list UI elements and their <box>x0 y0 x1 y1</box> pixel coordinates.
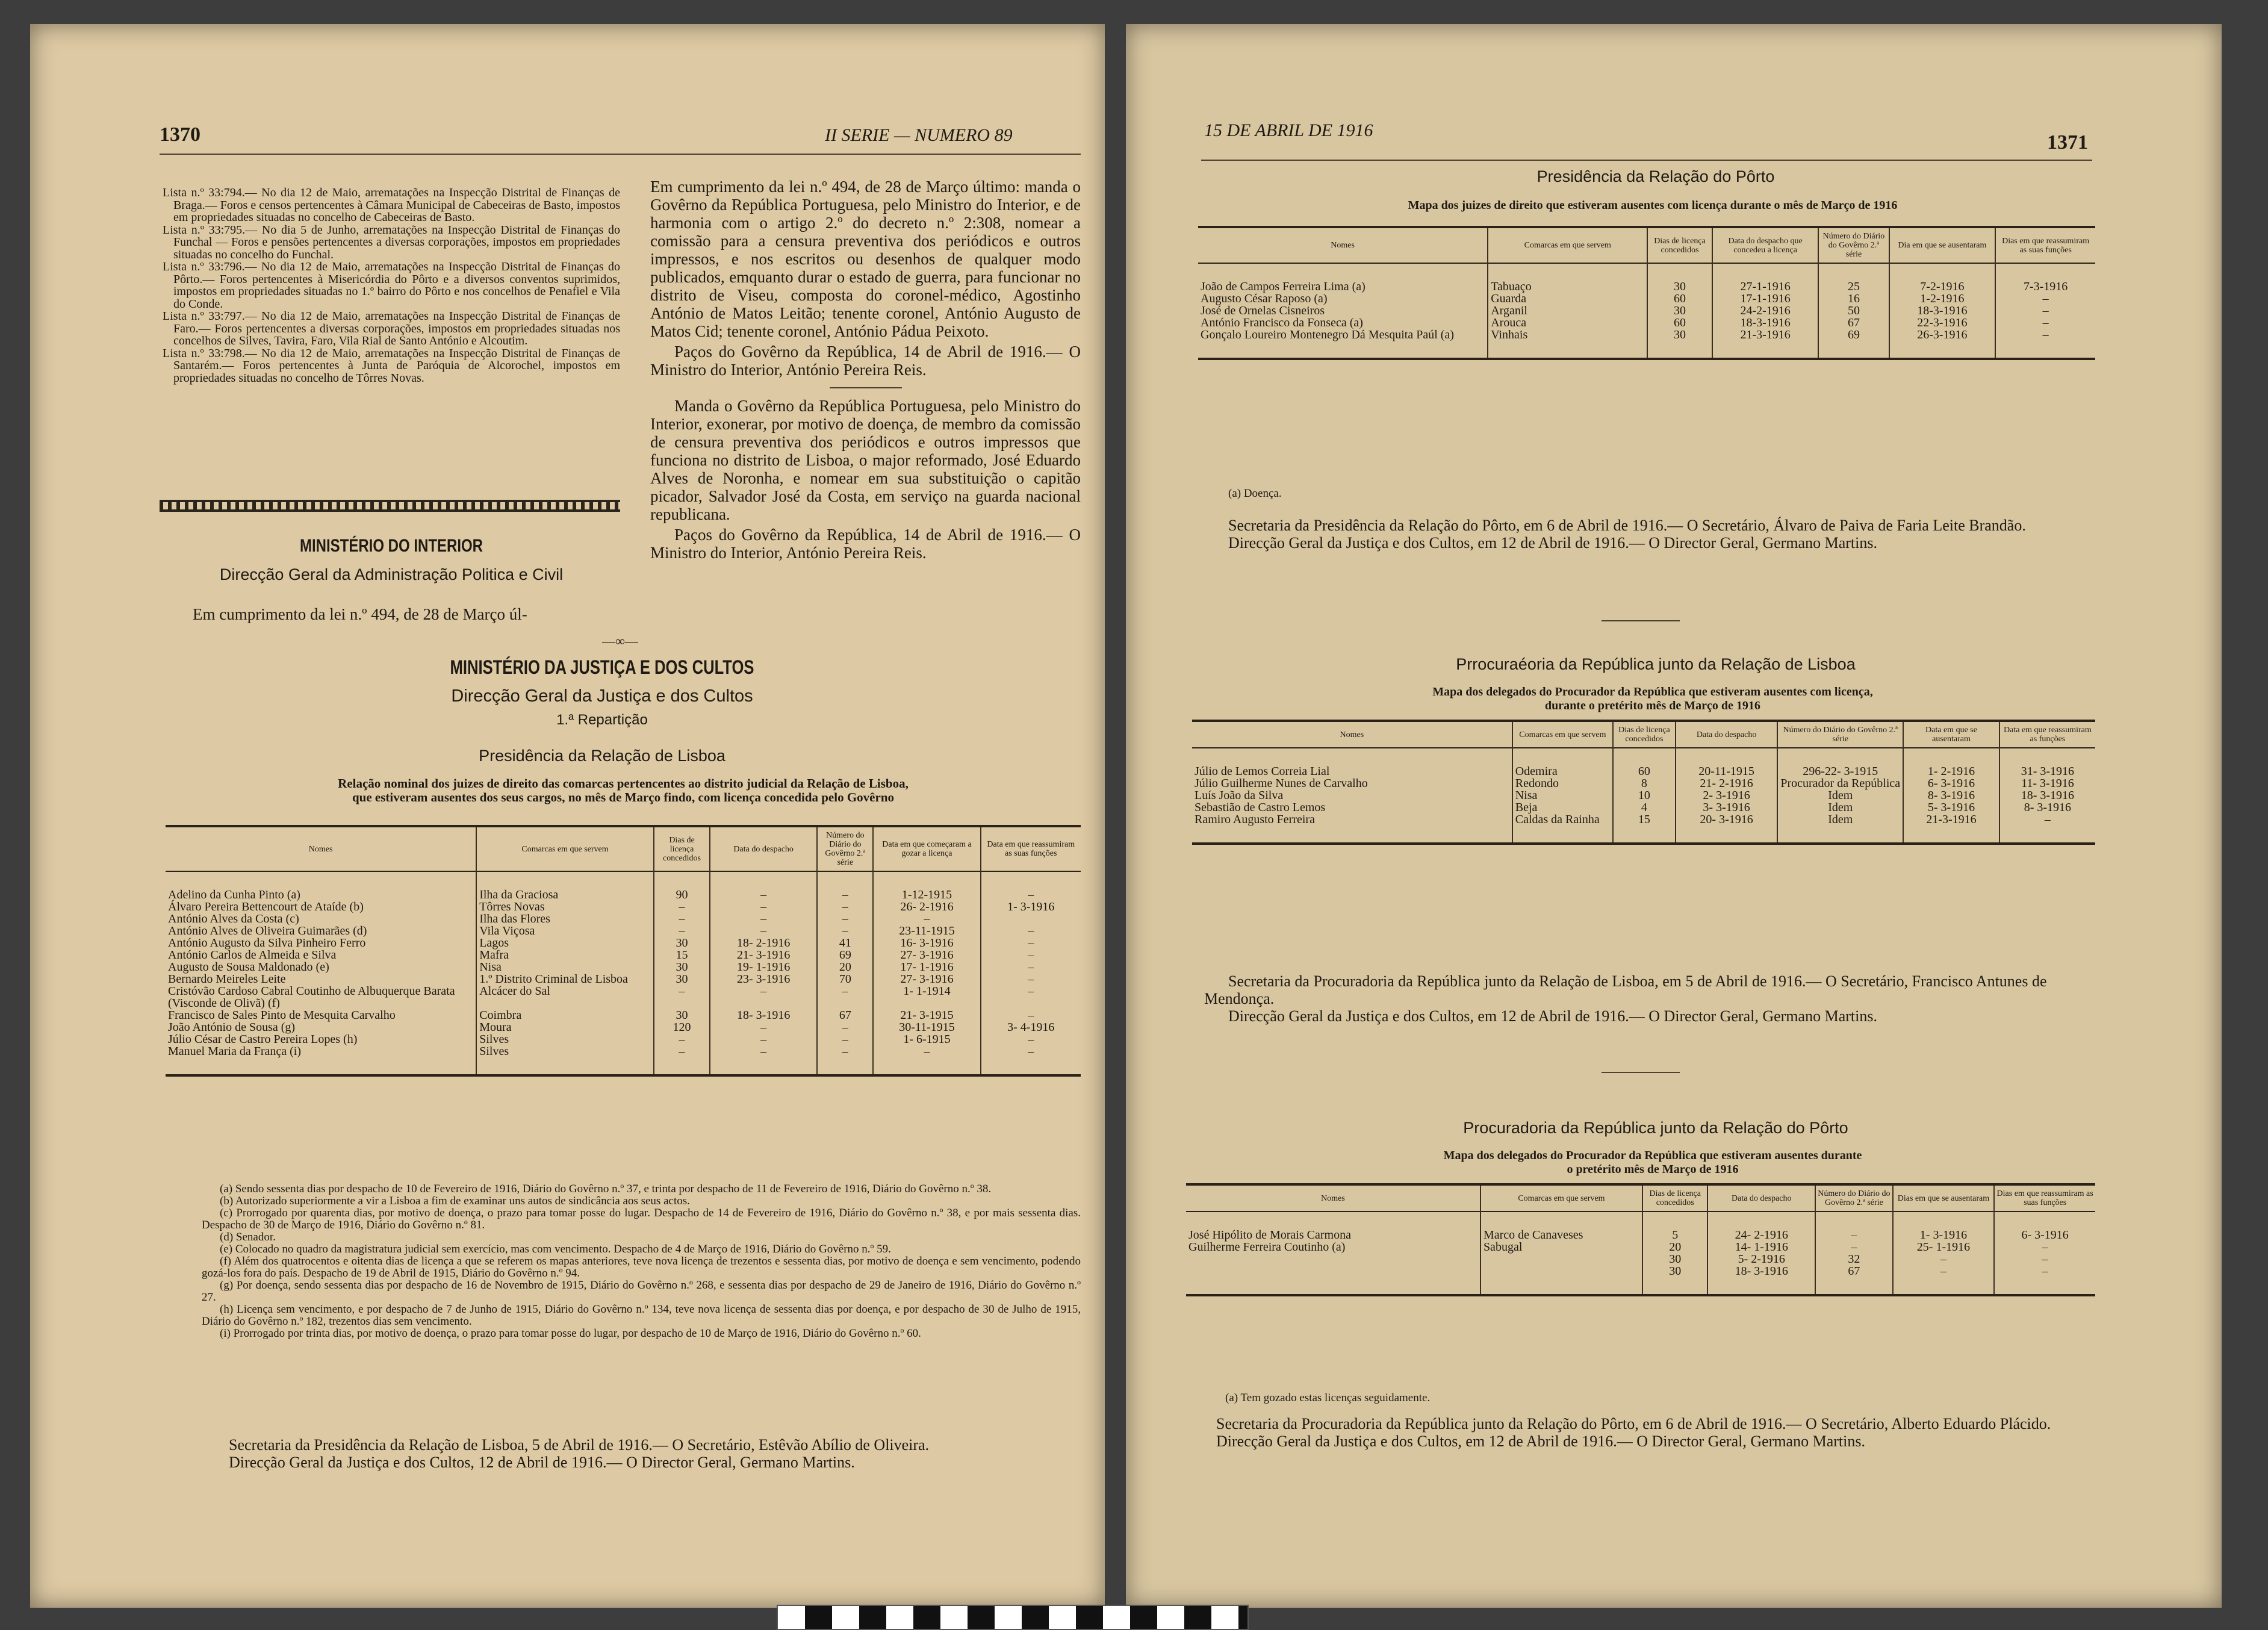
section1-title: Presidência da Relação do Pôrto <box>1536 167 1775 185</box>
table-row <box>166 985 1081 1009</box>
signatures-1: Secretaria da Presidência da Relação do Pôrto, em 6 de Abril de 1916.— O Secretário, Álvaro de Paiva de Faria Leite Brandão. Direcção Geral da Justiça e dos Cultos, em 12 de Abril de 1916.— O Director Geral, Germano Martins. <box>1228 517 2026 552</box>
table-cell: 30 <box>1647 281 1712 293</box>
table-cell: Idem <box>1777 813 1903 826</box>
table-cell: 1- 3-1916 <box>981 901 1081 913</box>
judges-table-lisboa <box>166 825 1081 1077</box>
name-cell: Álvaro Pereira Bettencourt de Ataíde (b) <box>168 900 364 913</box>
table-cell: – <box>817 889 873 901</box>
name-cell: João de Campos Ferreira Lima (a) <box>1201 280 1365 293</box>
name-cell <box>1186 1265 1480 1277</box>
table-cell: 27- 3-1916 <box>873 949 980 961</box>
column-header: Número do Diário do Govêrno 2.ª série <box>1815 1184 1893 1212</box>
table-cell: 23- 3-1916 <box>710 973 817 985</box>
table-cell: 15 <box>1613 813 1676 826</box>
table-cell: 5- 3-1916 <box>1903 801 1999 813</box>
table-cell: Marco de Canaveses <box>1480 1229 1642 1241</box>
column-header: Data em que reassumiram as funções <box>1999 721 2095 748</box>
table-cell: Odemira <box>1512 765 1613 777</box>
table-cell: 296-22- 3-1915 <box>1777 765 1903 777</box>
table-cell: – <box>981 925 1081 937</box>
table-cell: 25- 1-1916 <box>1893 1241 1995 1253</box>
table-cell: 67 <box>1818 317 1889 329</box>
auction-list-entry: Lista n.º 33:798.— No dia 12 de Maio, arrematações na Inspecção Distrital de Finanças de Santarém.— Foros pertencentes à Junta de Paróquia de Alcorochel, impostos em propriedades situadas no concelho de Tôrres Novas. <box>163 346 620 385</box>
table-cell: – <box>1893 1265 1995 1277</box>
interior-column-1 <box>169 605 614 626</box>
table-row <box>166 1033 1081 1045</box>
column-header: Data do despacho que concedeu a licença <box>1712 227 1819 263</box>
column-header: Número do Diário do Govêrno 2.ª série <box>1777 721 1903 748</box>
name-cell: Luís João da Silva <box>1195 789 1284 802</box>
name-cell: Francisco de Sales Pinto de Mesquita Carvalho <box>168 1009 396 1022</box>
table-cell: – <box>981 889 1081 901</box>
section2-subtitle: Mapa dos delegados do Procurador da República que estiveram ausentes com licença, durante o pretérito mês de Março de 1916 <box>1432 685 1873 712</box>
table-cell: Moura <box>476 1021 654 1033</box>
table-cell: – <box>981 1045 1081 1057</box>
table-cell: 69 <box>1818 329 1889 341</box>
auction-lists <box>163 187 620 384</box>
column-header: Comarcas em que servem <box>1480 1184 1642 1212</box>
series-header: II SERIE — NUMERO 89 <box>825 125 1013 145</box>
note-seguidamente: (a) Tem gozado estas licenças seguidamente. <box>1225 1392 1431 1404</box>
table-cell: 26- 2-1916 <box>873 901 980 913</box>
signatures: Secretaria da Presidência da Relação de Lisboa, 5 de Abril de 1916.— O Secretário, Estêvão Abílio de Oliveira. Direcção Geral da Justiça e dos Cultos, 12 de Abril de 1916.— O Director Geral, Germano Martins. <box>229 1436 930 1471</box>
table-cell: 7-2-1916 <box>1889 281 1996 293</box>
section-subtitle: Direcção Geral da Administração Politica e Civil <box>219 565 564 583</box>
table-cell: 16- 3-1916 <box>873 937 980 949</box>
decree-date: Paços do Govêrno da República, 14 de Abril de 1916.— O Ministro do Interior, António Pereira Reis. <box>650 343 1081 379</box>
table-row <box>166 889 1081 901</box>
table-cell: 41 <box>817 937 873 949</box>
table-cell: – <box>1995 317 2095 329</box>
table-cell: – <box>981 973 1081 985</box>
table-cell: – <box>654 1033 710 1045</box>
table-cell: Guarda <box>1488 293 1647 305</box>
table-cell: – <box>817 1045 873 1057</box>
table-cell: 23-11-1915 <box>873 925 980 937</box>
table-cell: 70 <box>817 973 873 985</box>
table-cell: – <box>654 985 710 1009</box>
table-cell: 21-3-1916 <box>1712 329 1819 341</box>
table-cell: Procurador da República <box>1777 777 1903 789</box>
table-cell: 30 <box>1642 1265 1707 1277</box>
table-cell: – <box>710 985 817 1009</box>
table-cell: – <box>710 913 817 925</box>
ministry-subtitle: Direcção Geral da Justiça e dos Cultos <box>451 686 753 706</box>
table-cell: 60 <box>1647 293 1712 305</box>
table-cell: 50 <box>1818 305 1889 317</box>
table-cell: 18- 3-1916 <box>710 1009 817 1021</box>
section-title: MINISTÉRIO DO INTERIOR <box>299 536 483 556</box>
table-cell: 5 <box>1642 1229 1707 1241</box>
column-header: Comarcas em que servem <box>476 826 654 871</box>
table-cell: Nisa <box>1512 789 1613 801</box>
interior-column-2 <box>650 178 1081 564</box>
table-cell: 6- 3-1916 <box>1994 1229 2095 1241</box>
table-cell: 8- 3-1916 <box>1999 801 2095 813</box>
table-cell: 27- 3-1916 <box>873 973 980 985</box>
table-cell: Beja <box>1512 801 1613 813</box>
table-cell: – <box>981 1033 1081 1045</box>
table-row <box>1198 317 2095 329</box>
table-cell: 22-3-1916 <box>1889 317 1996 329</box>
table-cell: 5- 2-1916 <box>1707 1253 1815 1265</box>
decree-text-part1: Em cumprimento da lei n.º 494, de 28 de Março úl- <box>193 605 527 623</box>
table-cell: Silves <box>476 1033 654 1045</box>
table-cell: Idem <box>1777 789 1903 801</box>
table-cell: – <box>981 949 1081 961</box>
right-page <box>1126 24 2222 1608</box>
column-header: Dias em que se ausentaram <box>1893 1184 1995 1212</box>
table-cell: 30 <box>654 973 710 985</box>
table-cell: 27-1-1916 <box>1712 281 1819 293</box>
table-cell: – <box>873 913 980 925</box>
table-cell: 1- 1-1914 <box>873 985 980 1009</box>
table-cell: – <box>710 1021 817 1033</box>
section2-title: Prrocuraéoria da República junto da Relação de Lisboa <box>1456 655 1856 673</box>
table-row <box>1198 329 2095 341</box>
table-row <box>1186 1229 2095 1241</box>
table-cell: 32 <box>1815 1253 1893 1265</box>
table-cell: 16 <box>1818 293 1889 305</box>
scale-ruler <box>777 1605 1249 1630</box>
auction-list-entry: Lista n.º 33:797.— No dia 12 de Maio, arrematações na Inspecção Distrital de Finanças de Faro.— Foros pertencentes a diversas corporações, impostos em propriedades situadas nos concelhos de Silves, Tavira, Faro, Vila Rial de Santo António e Alcoutim. <box>163 310 620 347</box>
date-header: 15 DE ABRIL DE 1916 <box>1204 120 1373 140</box>
table-cell: – <box>817 913 873 925</box>
auction-list-entry: Lista n.º 33:795.— No dia 5 de Junho, arrematações na Inspecção Distrital de Finanças do Funchal — Foros e pensões pertencentes a diversas corporações, impostos em propriedades situadas no concelho do Funchal. <box>163 223 620 261</box>
table-cell: Vinhais <box>1488 329 1647 341</box>
table-cell: – <box>981 961 1081 973</box>
name-cell: Júlio Guilherme Nunes de Carvalho <box>1195 777 1368 790</box>
decree-text-2: Manda o Govêrno da República Portuguesa, pelo Ministro do Interior, exonerar, por motivo de doença, de membro da comissão de censura preventiva dos periódicos e outros impressos que funciona no distrito de Lisboa, o major reformado, José Eduardo Alves de Noronha, e nomear em sua substituição o capitão picador, Salvador José da Costa, em serviço na guarda nacional republicana. <box>650 397 1081 523</box>
table-cell: – <box>710 1045 817 1057</box>
table-cell: 90 <box>654 889 710 901</box>
table-cell: 18- 2-1916 <box>710 937 817 949</box>
column-header: Data em que começaram a gozar a licença <box>873 826 980 871</box>
footnote: (f) Além dos quatrocentos e oitenta dias de licença a que se referem os mapas anteriores, teve nova licença de trezentos e sessenta dias, por motivo de doença e sem vencimento, podendo gozá-los fora do país. Despacho de 19 de Abril de 1915, Diário do Govêrno n.º 94. <box>202 1255 1081 1280</box>
table-cell: 20- 3-1916 <box>1676 813 1778 826</box>
divider-ornament: —∞— <box>602 633 638 649</box>
table-cell: – <box>654 901 710 913</box>
table-cell: – <box>710 889 817 901</box>
table-cell: 15 <box>654 949 710 961</box>
table-cell: 69 <box>817 949 873 961</box>
note-doenca: (a) Doença. <box>1228 487 1282 500</box>
column-header: Nomes <box>308 844 333 854</box>
page-number: 1370 <box>160 123 200 146</box>
table-cell: – <box>1815 1229 1893 1241</box>
table-row <box>1192 777 2095 789</box>
table-cell: – <box>1995 293 2095 305</box>
table-cell: – <box>710 1033 817 1045</box>
table-cell: 120 <box>654 1021 710 1033</box>
table-cell: 30 <box>654 937 710 949</box>
table-row <box>1192 801 2095 813</box>
left-page <box>30 24 1105 1608</box>
table-cell: Sabugal <box>1480 1241 1642 1253</box>
table-cell: Alcácer do Sal <box>476 985 654 1009</box>
section1-subtitle: Mapa dos juizes de direito que estiveram ausentes com licença durante o mês de Março de 1916 <box>1408 199 1898 212</box>
table-cell: 21- 3-1916 <box>710 949 817 961</box>
table-cell: – <box>817 901 873 913</box>
table-cell: – <box>981 985 1081 1009</box>
table-cell: Lagos <box>476 937 654 949</box>
column-header: Nomes <box>1340 730 1364 739</box>
table-cell: Mafra <box>476 949 654 961</box>
table-cell: 6- 3-1916 <box>1903 777 1999 789</box>
name-cell: António Carlos de Almeida e Silva <box>168 948 337 962</box>
name-cell: Júlio de Lemos Correia Lial <box>1195 765 1330 778</box>
table-cell: 60 <box>1613 765 1676 777</box>
table-cell: – <box>1999 813 2095 826</box>
name-cell: José de Ornelas Cisneiros <box>1201 304 1325 317</box>
name-cell: José Hipólito de Morais Carmona <box>1188 1228 1351 1242</box>
table-cell: – <box>654 913 710 925</box>
table-cell: – <box>981 937 1081 949</box>
table-row <box>1186 1265 2095 1277</box>
table-cell: 18- 3-1916 <box>1707 1265 1815 1277</box>
table-row <box>1198 305 2095 317</box>
section3-title: Procuradoria da República junto da Relação do Pôrto <box>1463 1119 1848 1137</box>
table-cell: 18-3-1916 <box>1712 317 1819 329</box>
name-cell: Bernardo Meireles Leite <box>168 972 286 986</box>
table-cell: 8- 3-1916 <box>1903 789 1999 801</box>
table-row <box>166 1021 1081 1033</box>
column-header: Dia em que se ausentaram <box>1889 227 1996 263</box>
table-cell: 1.º Distrito Criminal de Lisboa <box>476 973 654 985</box>
page-number: 1371 <box>2047 131 2088 154</box>
table-cell: Tabuaço <box>1488 281 1647 293</box>
table-cell: 4 <box>1613 801 1676 813</box>
table-cell: – <box>817 925 873 937</box>
column-header: Dias de licença concedidos <box>1613 721 1676 748</box>
table-cell: 1- 3-1916 <box>1893 1229 1995 1241</box>
table-cell: Nisa <box>476 961 654 973</box>
table-cell: 1-2-1916 <box>1889 293 1996 305</box>
column-header: Dias de licença concedidos <box>654 826 710 871</box>
table-cell: – <box>873 1045 980 1057</box>
table-row <box>166 937 1081 949</box>
column-header: Número do Diário do Govêrno 2.ª série <box>1818 227 1889 263</box>
table-row <box>1192 813 2095 826</box>
name-cell: Augusto de Sousa Maldonado (e) <box>168 960 329 974</box>
table-title: Relação nominal dos juizes de direito das comarcas pertencentes ao distrito judicial da Relação de Lisboa, que estiveram ausentes dos seus cargos, no mês de Março findo, com licença concedida pelo Govêrno <box>338 776 909 804</box>
table-cell: 20-11-1915 <box>1676 765 1778 777</box>
table-cell: 24-2-1916 <box>1712 305 1819 317</box>
signatures-2: Secretaria da Procuradoria da República junto da Relação de Lisboa, em 5 de Abril de 1916.— O Secretário, Francisco Antunes de Mendonça. Direcção Geral da Justiça e dos Cultos, em 12 de Abril de 1916.— O Director Geral, Germano Martins. <box>1204 972 2047 1025</box>
column-header: Data do despacho <box>1707 1184 1815 1212</box>
footnote: (c) Prorrogado por quarenta dias, por motivo de doença, o prazo para tomar posse do lugar. Despacho de 14 de Fevereiro de 1916, Diário do Govêrno n.º 38, e por mais sessenta dias. Despacho de 30 de Março de 1916, Diário do Govêrno n.º 81. <box>202 1207 1081 1231</box>
table-cell: 25 <box>1818 281 1889 293</box>
decree-date-2: Paços do Govêrno da República, 14 de Abril de 1916.— O Ministro do Interior, António Pereira Reis. <box>650 526 1081 562</box>
table-cell: 10 <box>1613 789 1676 801</box>
footnote: (g) Por doença, sendo sessenta dias por despacho de 16 de Novembro de 1915, Diário do Govêrno n.º 268, e sessenta dias por despacho de 29 de Janeiro de 1916, Diário do Govêrno n.º 27. <box>202 1279 1081 1304</box>
table-cell: – <box>710 901 817 913</box>
ornament-divider <box>160 500 620 512</box>
table-cell: Redondo <box>1512 777 1613 789</box>
table-cell: 3- 4-1916 <box>981 1021 1081 1033</box>
ministry-title: MINISTÉRIO DA JUSTIÇA E DOS CULTOS <box>450 656 754 678</box>
name-cell: Augusto César Raposo (a) <box>1201 292 1328 305</box>
table-cell: 24- 2-1916 <box>1707 1229 1815 1241</box>
name-cell: Manuel Maria da França (i) <box>168 1045 302 1058</box>
table-row <box>166 913 1081 925</box>
table-cell: 8 <box>1613 777 1676 789</box>
name-cell: Ramiro Augusto Ferreira <box>1195 813 1315 826</box>
table-cell: 21- 3-1915 <box>873 1009 980 1021</box>
column-header: Dias de licença concedidos <box>1642 1184 1707 1212</box>
table-cell: 1-12-1915 <box>873 889 980 901</box>
table-cell: – <box>654 925 710 937</box>
table-cell: Ilha da Graciosa <box>476 889 654 901</box>
table-cell: 30 <box>1647 305 1712 317</box>
table-row <box>1192 765 2095 777</box>
table-cell: – <box>1995 329 2095 341</box>
table-cell: – <box>1994 1265 2095 1277</box>
footnote: (e) Colocado no quadro da magistratura judicial sem exercício, mas com vencimento. Despacho de 4 de Março de 1916, Diário do Govêrno n.º 59. <box>220 1243 891 1255</box>
footnote: (h) Licença sem vencimento, e por despacho de 7 de Junho de 1915, Diário do Govêrno n.º 134, teve nova licença de sessenta dias por doença, e por despacho de 30 de Julho de 1915, Diário do Govêrno n.º 182, trezentos dias sem vencimento. <box>202 1303 1081 1328</box>
signatures-3: Secretaria da Procuradoria da República junto da Relação do Pôrto, em 6 de Abril de 1916.— O Secretário, Alberto Eduardo Plácido. Direcção Geral da Justiça e dos Cultos, em 12 de Abril de 1916.— O Director Geral, Germano Martins. <box>1216 1415 2051 1450</box>
table-row <box>166 1045 1081 1057</box>
name-cell: Sebastião de Castro Lemos <box>1195 801 1326 814</box>
table-row <box>1198 293 2095 305</box>
name-cell: João António de Sousa (g) <box>168 1021 296 1034</box>
table-cell: 60 <box>1647 317 1712 329</box>
table-cell: – <box>1994 1241 2095 1253</box>
decree-text: Em cumprimento da lei n.º 494, de 28 de Março último: manda o Govêrno da República Portuguesa, pelo Ministro do Interior, e de harmonia com o artigo 2.º do decreto n.º 2:308, nomear a comissão para a censura preventiva dos periódicos e outros impressos, e nos escritos ou desenhos de qualquer modo publicados, emquanto durar o estado de guerra, para funcionar no distrito de Viseu, composta do coronel-médico, Agostinho António de Matos Leitão; tenente coronel, António Augusto de Matos Cid; tenente coronel, António Pádua Peixoto. <box>650 178 1081 340</box>
table-row <box>166 949 1081 961</box>
table-cell: – <box>1893 1253 1995 1265</box>
delegates-table-lisboa <box>1192 720 2095 845</box>
footnote: (b) Autorizado superiormente a vir a Lisboa a fim de examinar uns autos de sindicância aos seus actos. <box>220 1195 690 1207</box>
table-cell <box>1480 1253 1642 1265</box>
auction-list-entry: Lista n.º 33:794.— No dia 12 de Maio, arrematações na Inspecção Distrital de Finanças de Braga.— Foros e censos pertencentes à Câmara Municipal de Cabeceiras de Basto, impostos em propriedades situadas no concelho de Cabeceiras de Basto. <box>163 186 621 224</box>
name-cell: António Alves da Costa (c) <box>168 912 299 925</box>
column-header: Nomes <box>1331 241 1355 250</box>
name-cell: Cristóvão Cardoso Cabral Coutinho de Albuquerque Barata (Visconde de Olivã) (f) <box>168 985 455 1010</box>
name-cell <box>1186 1253 1480 1265</box>
auction-list-entry: Lista n.º 33:796.— No dia 12 de Maio, arrematações na Inspecção Distrital de Finanças do Pôrto.— Foros pertencentes à Misericórdia do Pôrto e a diversos conventos suprimidos, impostos em propriedades situadas no 1.º bairro do Pôrto e nos concelhos de Penafiel e Vila do Conde. <box>163 260 620 311</box>
table-cell: 11- 3-1916 <box>1999 777 2095 789</box>
table-row <box>1186 1241 2095 1253</box>
table-cell: 1- 6-1915 <box>873 1033 980 1045</box>
table-row <box>1192 789 2095 801</box>
name-cell: Júlio César de Castro Pereira Lopes (h) <box>168 1033 358 1046</box>
column-header: Data do despacho <box>710 826 817 871</box>
table-cell: – <box>1994 1253 2095 1265</box>
table-cell: – <box>1995 305 2095 317</box>
judges-table-porto <box>1198 226 2095 360</box>
footnote: (i) Prorrogado por trinta dias, por motivo de doença, o prazo para tomar posse do lugar, por despacho de 10 de Março de 1916, Diário do Govêrno n.º 60. <box>220 1327 921 1340</box>
table-cell: 3- 3-1916 <box>1676 801 1778 813</box>
column-header: Dias em que reassumiram as suas funções <box>1994 1184 2095 1212</box>
table-cell: – <box>817 985 873 1009</box>
section3-subtitle: Mapa dos delegados do Procurador da República que estiveram ausentes durante o pretérito mês de Março de 1916 <box>1443 1149 1862 1176</box>
table-cell: 2- 3-1916 <box>1676 789 1778 801</box>
column-header: Nomes <box>1321 1193 1345 1203</box>
column-header: Data do despacho <box>1676 721 1778 748</box>
table-cell: 17- 1-1916 <box>873 961 980 973</box>
table-row <box>1198 281 2095 293</box>
name-cell: António Francisco da Fonseca (a) <box>1201 316 1363 329</box>
table-cell: Idem <box>1777 801 1903 813</box>
column-header: Data em que se ausentaram <box>1903 721 1999 748</box>
table-cell: 18-3-1916 <box>1889 305 1996 317</box>
table-cell: 19- 1-1916 <box>710 961 817 973</box>
footnote: (a) Sendo sessenta dias por despacho de 10 de Fevereiro de 1916, Diário do Govêrno n.º 37, e trinta por despacho de 11 de Fevereiro de 1916, Diário do Govêrno n.º 38. <box>220 1183 992 1195</box>
table-cell <box>1480 1265 1642 1277</box>
name-cell: Guilherme Ferreira Coutinho (a) <box>1188 1240 1346 1254</box>
table-cell: Tôrres Novas <box>476 901 654 913</box>
footnote: (d) Senador. <box>220 1231 276 1243</box>
table-cell: 31- 3-1916 <box>1999 765 2095 777</box>
table-cell: 17-1-1916 <box>1712 293 1819 305</box>
table-cell <box>981 913 1081 925</box>
table-cell: – <box>817 1033 873 1045</box>
table-row <box>1186 1253 2095 1265</box>
name-cell: António Augusto da Silva Pinheiro Ferro <box>168 936 366 950</box>
table-cell: – <box>1815 1241 1893 1253</box>
table-cell: 67 <box>817 1009 873 1021</box>
presidency-title: Presidência da Relação de Lisboa <box>479 747 725 765</box>
name-cell: Gonçalo Loureiro Montenegro Dá Mesquita Paúl (a) <box>1201 328 1454 341</box>
table-cell: 18- 3-1916 <box>1999 789 2095 801</box>
name-cell: Adelino da Cunha Pinto (a) <box>168 888 300 901</box>
table-cell: 20 <box>1642 1241 1707 1253</box>
table-cell: 30 <box>654 961 710 973</box>
column-header: Dias em que reassumiram as suas funções <box>1995 227 2095 263</box>
delegates-table-porto <box>1186 1183 2095 1296</box>
table-cell: 30 <box>1642 1253 1707 1265</box>
table-row <box>166 901 1081 913</box>
column-header: Número do Diário do Govêrno 2.ª série <box>817 826 873 871</box>
table-row <box>166 925 1081 937</box>
table-cell: 21-3-1916 <box>1903 813 1999 826</box>
column-header: Comarcas em que servem <box>1512 721 1613 748</box>
column-header: Comarcas em que servem <box>1488 227 1647 263</box>
repartition: 1.ª Repartição <box>556 712 648 728</box>
table-cell: Ilha das Flores <box>476 913 654 925</box>
table-cell: 26-3-1916 <box>1889 329 1996 341</box>
table-cell: Vila Viçosa <box>476 925 654 937</box>
footnotes <box>202 1183 1081 1340</box>
table-cell: 30-11-1915 <box>873 1021 980 1033</box>
table-cell: Arganil <box>1488 305 1647 317</box>
column-header: Dias de licença concedidos <box>1647 227 1712 263</box>
table-cell: Caldas da Rainha <box>1512 813 1613 826</box>
table-cell: Arouca <box>1488 317 1647 329</box>
table-cell: 7-3-1916 <box>1995 281 2095 293</box>
table-cell: Silves <box>476 1045 654 1057</box>
table-cell: 21- 2-1916 <box>1676 777 1778 789</box>
table-row <box>166 973 1081 985</box>
table-cell: 30 <box>654 1009 710 1021</box>
table-cell: – <box>817 1021 873 1033</box>
table-cell: – <box>710 925 817 937</box>
table-cell: Coimbra <box>476 1009 654 1021</box>
table-cell: 30 <box>1647 329 1712 341</box>
table-cell: 20 <box>817 961 873 973</box>
table-cell: – <box>981 1009 1081 1021</box>
name-cell: António Alves de Oliveira Guimarães (d) <box>168 924 367 938</box>
table-row <box>166 961 1081 973</box>
table-cell: – <box>654 1045 710 1057</box>
table-row <box>166 1009 1081 1021</box>
table-cell: 1- 2-1916 <box>1903 765 1999 777</box>
table-cell: 14- 1-1916 <box>1707 1241 1815 1253</box>
column-header: Data em que reassumiram as suas funções <box>981 826 1081 871</box>
table-cell: 67 <box>1815 1265 1893 1277</box>
